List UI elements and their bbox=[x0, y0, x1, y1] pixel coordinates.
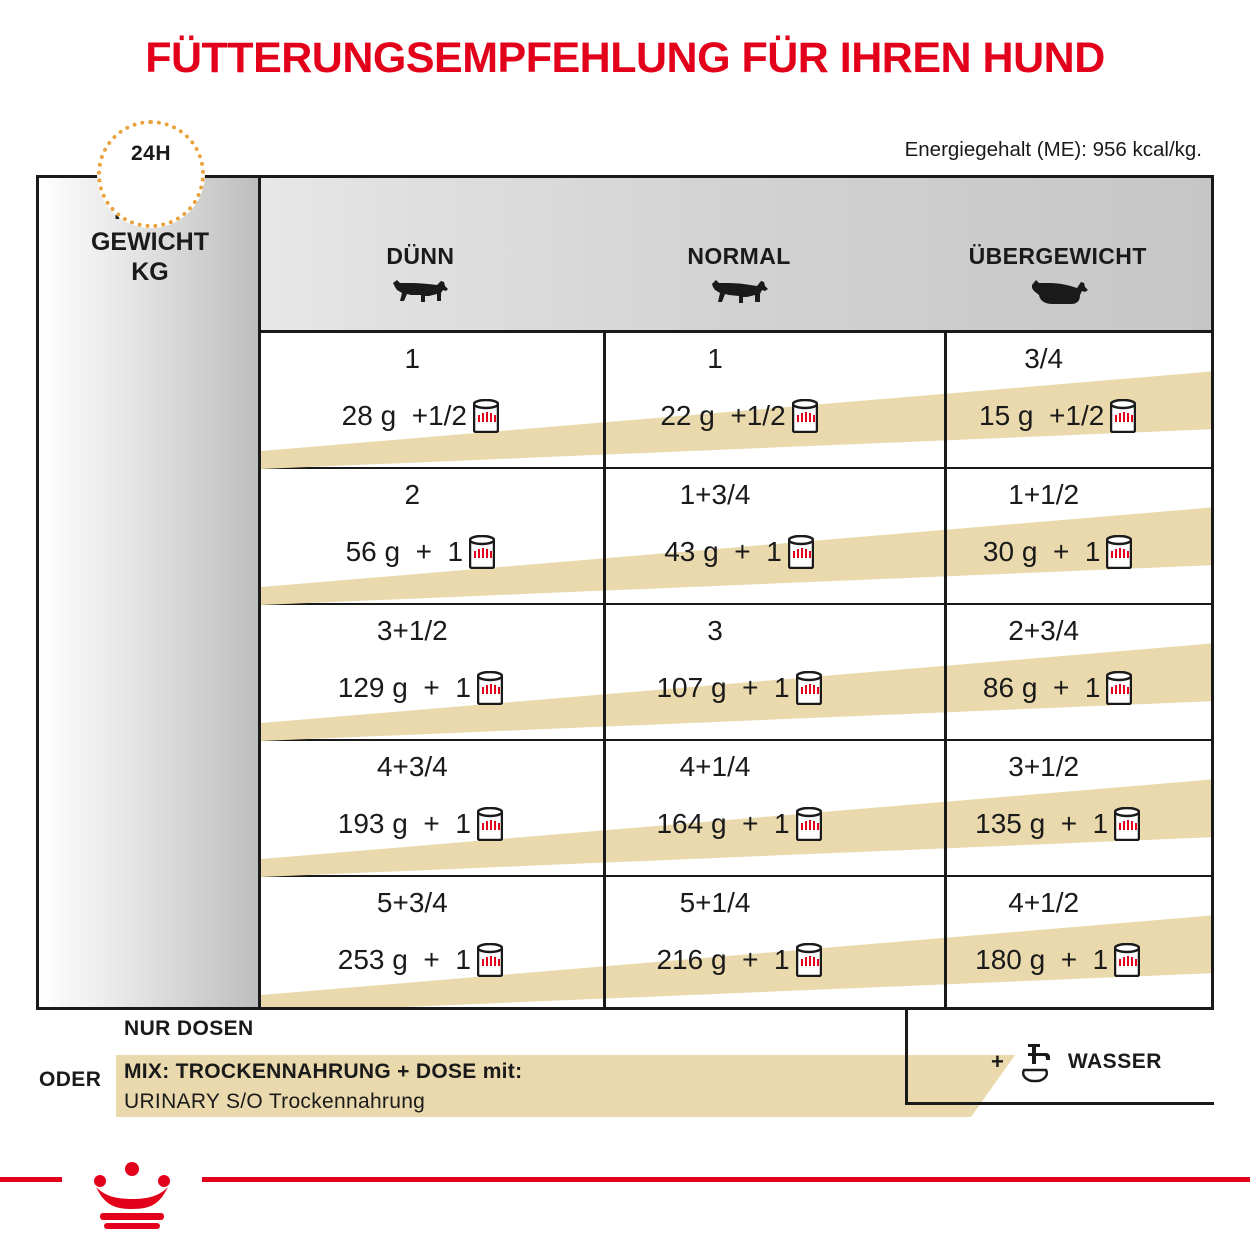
weight-column bbox=[39, 178, 261, 1007]
row-cells bbox=[261, 333, 1214, 469]
badge-circle bbox=[97, 120, 205, 228]
dry-amount: 3/4 bbox=[1024, 343, 1064, 374]
row-cells bbox=[261, 741, 1214, 877]
cell-thin bbox=[261, 333, 580, 469]
footer-notes bbox=[36, 1010, 1214, 1125]
column-header-thin bbox=[261, 240, 580, 333]
wet-amount bbox=[261, 807, 580, 841]
cell-normal bbox=[580, 605, 899, 741]
cell-normal bbox=[580, 333, 899, 469]
cell-thin bbox=[261, 877, 580, 1010]
cell-normal bbox=[580, 741, 899, 877]
wet-grams: 253 g + 1 bbox=[337, 944, 471, 975]
food-can-icon bbox=[796, 943, 822, 977]
page-title: FÜTTERUNGSEMPFEHLUNG FÜR IHREN HUND bbox=[145, 34, 1105, 82]
cell-thin bbox=[261, 469, 580, 605]
column-label-overweight: ÜBERGEWICHT bbox=[968, 243, 1147, 269]
water-label: WASSER bbox=[1067, 1050, 1162, 1073]
wet-grams: 107 g + 1 bbox=[656, 672, 790, 703]
weight-header-line-3: KG bbox=[131, 258, 169, 286]
wet-grams: 193 g + 1 bbox=[337, 808, 471, 839]
wet-grams: 28 g +1/2 bbox=[341, 400, 467, 431]
food-can-icon bbox=[477, 807, 503, 841]
food-can-icon bbox=[1114, 943, 1140, 977]
cell-thin bbox=[261, 741, 580, 877]
wet-grams: 22 g +1/2 bbox=[660, 400, 786, 431]
water-plus: + bbox=[991, 1049, 1004, 1074]
wet-grams: 180 g + 1 bbox=[975, 944, 1109, 975]
dog-normal-icon bbox=[708, 277, 770, 307]
food-can-icon bbox=[792, 399, 818, 433]
dog-overweight-icon bbox=[1027, 277, 1089, 307]
food-can-icon bbox=[1110, 399, 1136, 433]
footer-vertical-divider bbox=[905, 1010, 908, 1102]
brand-logo bbox=[62, 1145, 202, 1245]
column-header-overweight bbox=[898, 240, 1214, 333]
dry-amount: 3+1/2 bbox=[376, 615, 448, 646]
row-cells bbox=[261, 469, 1214, 605]
cell-thin bbox=[261, 605, 580, 741]
food-can-icon bbox=[1114, 807, 1140, 841]
wet-grams: 15 g +1/2 bbox=[979, 400, 1105, 431]
water-tap-icon bbox=[1014, 1040, 1060, 1084]
feeding-table bbox=[36, 175, 1214, 1010]
row-cells bbox=[261, 605, 1214, 741]
dry-amount: 5+3/4 bbox=[376, 887, 448, 918]
food-can-icon bbox=[796, 671, 822, 705]
food-can-icon bbox=[477, 943, 503, 977]
wet-amount bbox=[261, 535, 580, 569]
wet-amount bbox=[261, 671, 580, 705]
food-can-icon bbox=[477, 671, 503, 705]
food-can-icon bbox=[1106, 535, 1132, 569]
food-can-icon bbox=[469, 535, 495, 569]
food-can-icon bbox=[1106, 671, 1132, 705]
dog-thin-icon bbox=[389, 277, 451, 307]
cell-normal bbox=[580, 877, 899, 1010]
dry-amount: 1+3/4 bbox=[679, 479, 751, 510]
wet-grams: 30 g + 1 bbox=[982, 536, 1101, 567]
wet-grams: 164 g + 1 bbox=[656, 808, 790, 839]
column-header-normal bbox=[580, 240, 899, 333]
wet-grams: 86 g + 1 bbox=[982, 672, 1101, 703]
condition-columns-header bbox=[261, 240, 1214, 333]
mix-line-1: MIX: TROCKENNAHRUNG + DOSE mit: bbox=[124, 1060, 523, 1083]
dry-amount: 3 bbox=[707, 615, 723, 646]
wet-amount bbox=[580, 671, 899, 705]
dry-amount: 5+1/4 bbox=[679, 887, 751, 918]
food-can-icon bbox=[473, 399, 499, 433]
water-note bbox=[991, 1040, 1162, 1084]
wet-amount bbox=[261, 943, 580, 977]
column-divider-2 bbox=[944, 333, 947, 1010]
24h-badge bbox=[97, 120, 205, 180]
only-cans-label: NUR DOSEN bbox=[124, 1017, 254, 1040]
wet-amount bbox=[580, 807, 899, 841]
dry-amount: 1 bbox=[404, 343, 421, 374]
badge-label: 24H bbox=[130, 142, 172, 165]
wet-grams: 56 g + 1 bbox=[345, 536, 464, 567]
dry-amount: 4+1/4 bbox=[679, 751, 751, 782]
wet-grams: 135 g + 1 bbox=[975, 808, 1109, 839]
dry-amount: 4+3/4 bbox=[376, 751, 448, 782]
dry-amount: 2+3/4 bbox=[1008, 615, 1080, 646]
wet-amount bbox=[580, 399, 899, 433]
food-can-icon bbox=[788, 535, 814, 569]
weight-header-line-2: GEWICHT bbox=[90, 227, 210, 256]
footer-horizontal-divider bbox=[905, 1102, 1214, 1105]
dry-amount: 1+1/2 bbox=[1008, 479, 1080, 510]
wet-grams: 216 g + 1 bbox=[656, 944, 790, 975]
row-cells bbox=[261, 877, 1214, 1010]
brand-bar bbox=[0, 1145, 1250, 1250]
wet-grams: 129 g + 1 bbox=[337, 672, 471, 703]
mix-line-2: URINARY S/O Trockennahrung bbox=[124, 1090, 426, 1113]
column-label-normal: NORMAL bbox=[687, 243, 791, 269]
dry-amount: 4+1/2 bbox=[1008, 887, 1080, 918]
energy-content-text: Energiegehalt (ME): 956 kcal/kg. bbox=[904, 138, 1202, 161]
column-label-thin: DÜNN bbox=[386, 243, 455, 269]
wet-amount bbox=[580, 535, 899, 569]
food-can-icon bbox=[796, 807, 822, 841]
column-divider-1 bbox=[603, 333, 606, 1010]
dry-amount: 3+1/2 bbox=[1008, 751, 1080, 782]
wet-grams: 43 g + 1 bbox=[664, 536, 782, 567]
or-label: ODER bbox=[39, 1068, 102, 1091]
dry-amount: 1 bbox=[707, 343, 723, 374]
cell-normal bbox=[580, 469, 899, 605]
royal-canin-crown-icon bbox=[80, 1159, 184, 1231]
dry-amount: 2 bbox=[404, 479, 421, 510]
wet-amount bbox=[580, 943, 899, 977]
wet-amount bbox=[261, 399, 580, 433]
